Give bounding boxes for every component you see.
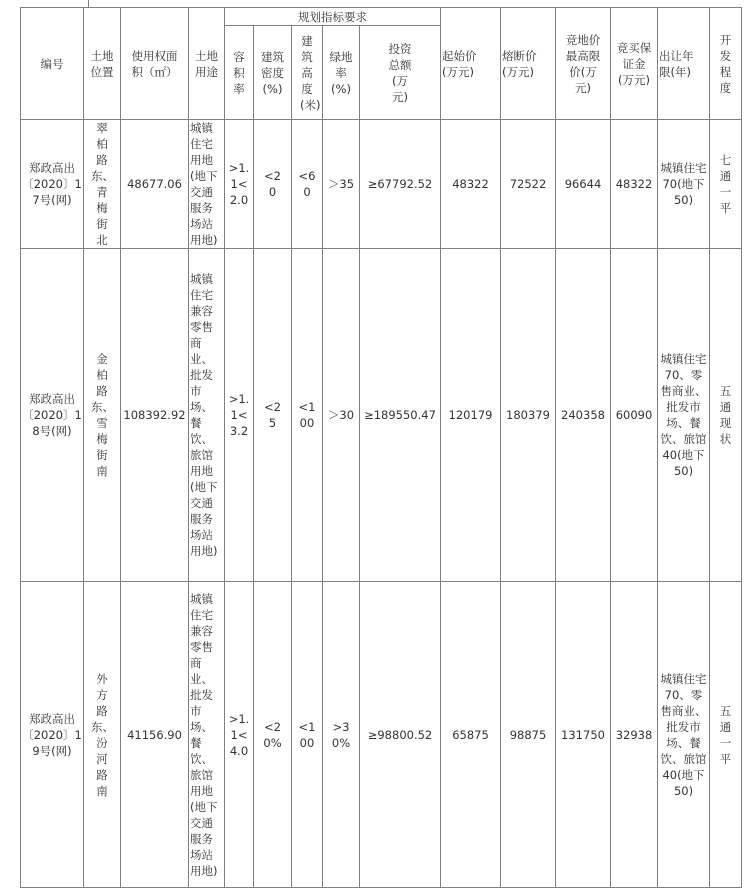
cell-dev: 七通一平 xyxy=(710,120,742,249)
cell-area: 48677.06 xyxy=(121,120,189,249)
header-term: 出让年限(年) xyxy=(658,8,710,120)
cell-id: 郑政高出〔2020〕18号(网) xyxy=(21,249,84,582)
header-area: 使用权面积（㎡） xyxy=(121,8,189,120)
cell-area: 41156.90 xyxy=(121,582,189,888)
cell-far: >1.1<3.2 xyxy=(225,249,254,582)
header-max-price: 竞地价最高限价(万元) xyxy=(556,8,611,120)
cell-start-price: 120179 xyxy=(441,249,501,582)
cell-use: 城镇住宅兼容零售商业、批发市场、餐饮、旅馆用地(地下交通服务场站用地) xyxy=(189,582,225,888)
header-height: 建筑高度(米) xyxy=(292,26,323,120)
top-border-stub xyxy=(88,0,119,7)
header-location: 土地位置 xyxy=(84,8,121,120)
table-row xyxy=(21,120,742,249)
cell-green: ＞30 xyxy=(323,249,360,582)
cell-deposit: 48322 xyxy=(611,120,658,249)
cell-far: >1.1<2.0 xyxy=(225,120,254,249)
header-far: 容积率 xyxy=(225,26,254,120)
table-row xyxy=(21,249,742,582)
cell-term: 城镇住宅70(地下50) xyxy=(658,120,710,249)
cell-term: 城镇住宅70、零售商业、批发市场、餐饮、旅馆40(地下50) xyxy=(658,582,710,888)
cell-use: 城镇住宅兼容零售商业、批发市场、餐饮、旅馆用地(地下交通服务场站用地) xyxy=(189,249,225,582)
header-row-top xyxy=(21,8,742,26)
cell-investment: ≥98800.52 xyxy=(360,582,441,888)
cell-height: <100 xyxy=(292,249,323,582)
header-use: 土地用途 xyxy=(189,8,225,120)
cell-investment: ≥189550.47 xyxy=(360,249,441,582)
cell-location: 外方路东、汾河路南 xyxy=(84,582,121,888)
cell-dev: 五通一平 xyxy=(710,582,742,888)
cell-start-price: 65875 xyxy=(441,582,501,888)
cell-green: ＞35 xyxy=(323,120,360,249)
cell-density: <25 xyxy=(254,249,292,582)
cell-area: 108392.92 xyxy=(121,249,189,582)
cell-height: <100 xyxy=(292,582,323,888)
cell-max-price: 96644 xyxy=(556,120,611,249)
cell-deposit: 32938 xyxy=(611,582,658,888)
header-green: 绿地率(%) xyxy=(323,26,360,120)
cell-break-price: 180379 xyxy=(501,249,556,582)
header-id: 编号 xyxy=(21,8,84,120)
land-auction-table xyxy=(20,7,742,888)
cell-density: <20% xyxy=(254,582,292,888)
header-start-price: 起始价(万元) xyxy=(441,8,501,120)
cell-use: 城镇住宅用地(地下交通服务场站用地) xyxy=(189,120,225,249)
header-density: 建筑密度(%) xyxy=(254,26,292,120)
cell-far: >1.1<4.0 xyxy=(225,582,254,888)
cell-green: >30% xyxy=(323,582,360,888)
cell-start-price: 48322 xyxy=(441,120,501,249)
header-deposit: 竞买保证金(万元) xyxy=(611,8,658,120)
cell-id: 郑政高出〔2020〕17号(网) xyxy=(21,120,84,249)
header-break-price: 熔断价(万元) xyxy=(501,8,556,120)
cell-break-price: 98875 xyxy=(501,582,556,888)
cell-term: 城镇住宅70、零售商业、批发市场、餐饮、旅馆40(地下50) xyxy=(658,249,710,582)
cell-investment: ≥67792.52 xyxy=(360,120,441,249)
cell-break-price: 72522 xyxy=(501,120,556,249)
cell-location: 翠柏路东、青梅街北 xyxy=(84,120,121,249)
cell-dev: 五通现状 xyxy=(710,249,742,582)
cell-max-price: 240358 xyxy=(556,249,611,582)
header-dev: 开发程度 xyxy=(710,8,742,120)
cell-deposit: 60090 xyxy=(611,249,658,582)
cell-max-price: 131750 xyxy=(556,582,611,888)
header-planning-group: 规划指标要求 xyxy=(225,8,441,26)
cell-id: 郑政高出〔2020〕19号(网) xyxy=(21,582,84,888)
table-row xyxy=(21,582,742,888)
cell-density: <20 xyxy=(254,120,292,249)
header-investment: 投资总额(万元) xyxy=(360,26,441,120)
cell-location: 金柏路东、雪梅街南 xyxy=(84,249,121,582)
cell-height: <60 xyxy=(292,120,323,249)
